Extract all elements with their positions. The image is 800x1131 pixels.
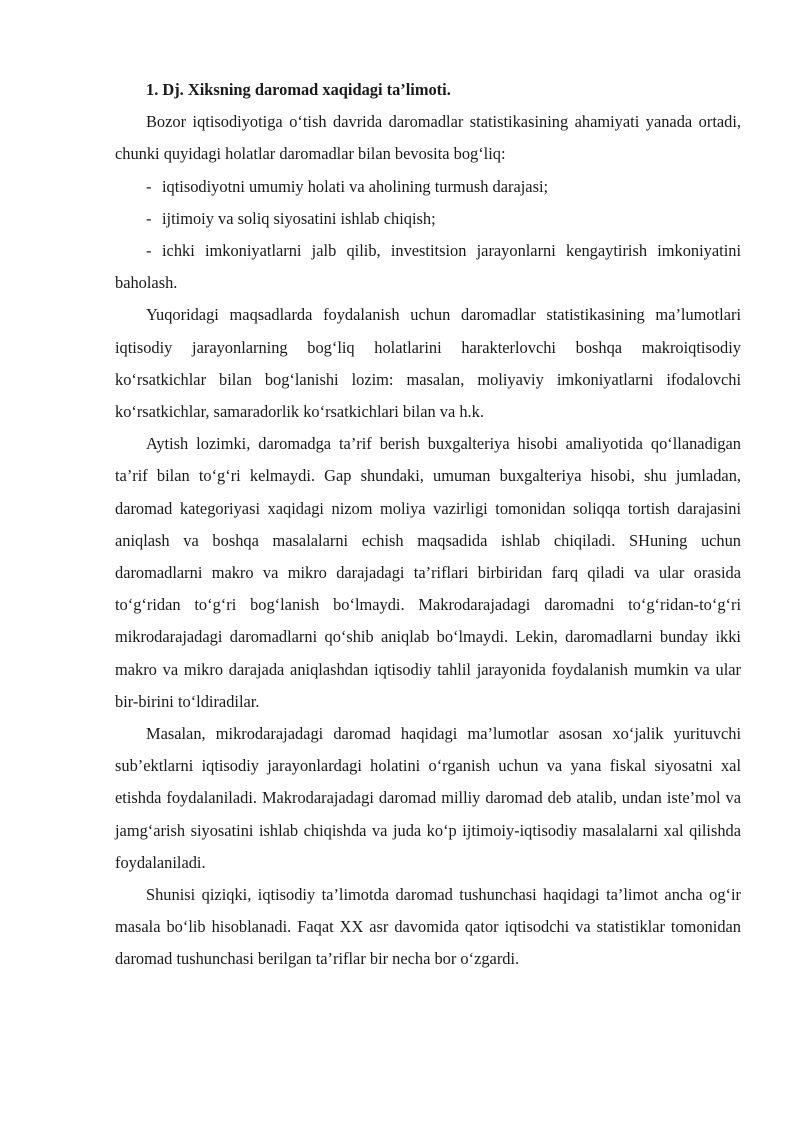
paragraph-intro: Bozor iqtisodiyotiga o‘tish davrida daromadlar statistikasining ahamiyati yanada ortadi, chunki quyidagi holatlar daromadlar bilan bevosita bog‘liq: xyxy=(115,112,741,164)
paragraph-micro-macro-example: Masalan, mikrodarajadagi daromad haqidagi ma’lumotlar asosan xo‘jalik yurituvchi sub’ektlarni iqtisodiy jarayonlardagi holatini o‘rganish uchun va yana fiskal siyosatni xal etishda foydalaniladi. Makrodarajadagi daromad milliy daromad deb atalib, undan iste’mol va jamg‘arish siyosatini ishlab chiqishda va juda ko‘p ijtimoiy-iqtisodiy masalalarni xal qilishda foydalaniladi. xyxy=(115,724,741,872)
bullet-dash: - xyxy=(146,208,152,228)
section-heading: 1. Dj. Xiksning daromad xaqidagi ta’limoti. xyxy=(146,80,451,99)
bullet-text: iqtisodiyotni umumiy holati va aholining turmush darajasi; xyxy=(162,176,549,196)
document-body xyxy=(115,74,741,976)
bullet-item xyxy=(115,235,741,299)
paragraph-accounting-definition: Aytish lozimki, daromadga ta’rif berish buxgalteriya hisobi amaliyotida qo‘llanadigan ta’rif bilan to‘g‘ri kelmaydi. Gap shundaki, umuman buxgalteriya hisobi, shu jumladan, daromad kategoriyasi xaqidagi nizom moliya vazirligi tomonidan soliqqa tortish darajasini aniqlash va boshqa masalalarni echish maqsadida ishlab chiqiladi. SHuning uchun daromadlarni makro va mikro darajadagi ta’riflari birbiridan farq qiladi va ular orasida to‘g‘ridan to‘g‘ri bog‘lanish bo‘lmaydi. Makrodarajadagi daromadni to‘g‘ridan-to‘g‘ri mikrodarajadagi daromadlarni qo‘shib aniqlab bo‘lmaydi. Lekin, daromadlarni bunday ikki makro va mikro darajada aniqlashdan iqtisodiy tahlil jarayonida foydalanish mumkin va ular bir-birini to‘ldiradilar. xyxy=(115,434,741,711)
bullet-item xyxy=(115,171,741,203)
bullet-item xyxy=(115,203,741,235)
paragraph-macro-indicators: Yuqoridagi maqsadlarda foydalanish uchun daromadlar statistikasining ma’lumotlari iqtisodiy jarayonlarning bog‘liq holatlarini harakterlovchi boshqa makroiqtisodiy ko‘rsatkichlar bilan bog‘lanishi lozim: masalan, moliyaviy imkoniyatlarni ifodalovchi ko‘rsatkichlar, samaradorlik ko‘rsatkichlari bilan va h.k. xyxy=(115,305,741,422)
bullet-text: ichki imkoniyatlarni jalb qilib, investitsion jarayonlarni kengaytirish imkoniyatini baholash. xyxy=(115,241,741,293)
bullet-text: ijtimoiy va soliq siyosatini ishlab chiqish; xyxy=(162,208,436,228)
bullet-dash: - xyxy=(146,241,152,261)
bullet-dash: - xyxy=(146,176,152,196)
paragraph-theory-history: Shunisi qiziqki, iqtisodiy ta’limotda daromad tushunchasi haqidagi ta’limot ancha og‘ir masala bo‘lib hisoblanadi. Faqat XX asr davomida qator iqtisodchi va statistiklar tomonidan daromad tushunchasi berilgan ta’riflar bir necha bor o‘zgardi. xyxy=(115,885,741,969)
